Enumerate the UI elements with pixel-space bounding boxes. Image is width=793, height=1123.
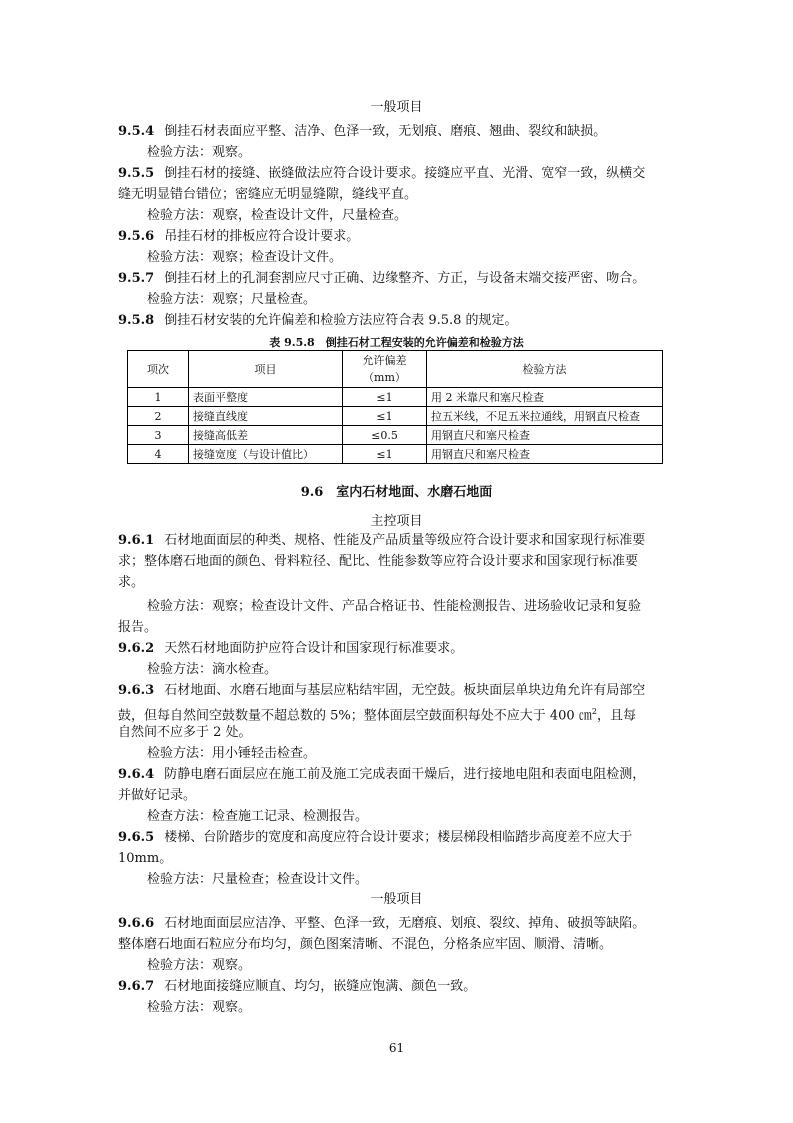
section-title: 9.6 室内石材地面、水磨石地面 bbox=[300, 485, 493, 500]
clause-9-6-7 bbox=[118, 976, 678, 997]
clause-number: 9.5.6 bbox=[118, 229, 155, 244]
clause-number: 9.6.5 bbox=[118, 830, 155, 845]
header-tolerance bbox=[343, 351, 427, 388]
page-number: 61 bbox=[388, 1041, 405, 1055]
clause-9-5-4 bbox=[118, 121, 678, 142]
clause-text: 天然石材地面防护应符合设计和国家现行标准要求。 bbox=[164, 641, 464, 656]
row-index: 3 bbox=[128, 426, 189, 445]
clause-number: 9.5.4 bbox=[118, 124, 155, 139]
clause-number: 9.5.5 bbox=[118, 166, 155, 181]
inspection-method: 检验方法：观察；尺量检查。 bbox=[147, 292, 317, 307]
table-row bbox=[128, 445, 663, 464]
clause-number: 9.6.7 bbox=[118, 979, 155, 994]
clause-number: 9.6.3 bbox=[118, 683, 155, 698]
row-index: 1 bbox=[128, 388, 189, 407]
tolerance-table bbox=[127, 350, 663, 464]
header-tolerance-label: 允许偏差 bbox=[362, 354, 407, 367]
inspection-method-continued: 报告。 bbox=[118, 620, 158, 635]
clause-number: 9.5.8 bbox=[118, 313, 155, 328]
clause-text: 鼓，但每自然间空鼓数量不超总数的 5%；整体面层空鼓面积每处不应大于 400 ㎝ bbox=[118, 708, 592, 724]
main-control-heading: 主控项目 bbox=[370, 514, 423, 529]
row-index: 2 bbox=[128, 407, 189, 426]
row-tolerance: ≤1 bbox=[343, 407, 427, 426]
clause-9-6-5 bbox=[118, 827, 678, 848]
header-tolerance-unit: （mm） bbox=[363, 371, 406, 384]
row-method: 用钢直尺和塞尺检查 bbox=[427, 426, 663, 445]
inspection-method: 检验方法：尺量检查；检查设计文件。 bbox=[147, 872, 369, 887]
general-items-heading: 一般项目 bbox=[370, 100, 423, 115]
clause-text-continued: 整体磨石地面石粒应分布均匀，颜色图案清晰、不混色，分格条应牢固、顺滑、清晰。 bbox=[118, 937, 613, 952]
general-items-heading: 一般项目 bbox=[370, 892, 423, 907]
inspection-method: 检验方法：观察，检查设计文件，尺量检查。 bbox=[147, 208, 408, 223]
clause-text: 倒挂石材的接缝、嵌缝做法应符合设计要求。接缝应平直、光滑、宽窄一致，纵横交 bbox=[164, 166, 646, 181]
clause-9-6-6 bbox=[118, 913, 678, 934]
clause-text: 石材地面面层的种类、规格、性能及产品质量等级应符合设计要求和国家现行标准要 bbox=[164, 533, 646, 548]
clause-text: 防静电磨石面层应在施工前及施工完成表面干燥后，进行接地电阻和表面电阻检测， bbox=[164, 767, 646, 782]
row-method: 用钢直尺和塞尺检查 bbox=[427, 445, 663, 464]
clause-text: 石材地面、水磨石地面与基层应粘结牢固，无空鼓。板块面层单块边角允许有局部空 bbox=[164, 683, 646, 698]
row-tolerance: ≤1 bbox=[343, 445, 427, 464]
clause-text-continued: 缝无明显错台错位；密缝应无明显缝隙，缝线平直。 bbox=[118, 187, 418, 202]
clause-text-continued: 求；整体磨石地面的颜色、骨料粒径、配比、性能参数等应符合设计要求和国家现行标准要 bbox=[118, 554, 639, 569]
inspection-method: 检验方法：用小锤轻击检查。 bbox=[147, 746, 317, 761]
table-header-row bbox=[128, 351, 663, 388]
inspection-method: 检查方法：检查施工记录、检测报告。 bbox=[147, 809, 369, 824]
row-item: 接缝宽度（与设计值比） bbox=[189, 445, 343, 464]
clause-number: 9.6.6 bbox=[118, 916, 155, 931]
table-row bbox=[128, 426, 663, 445]
clause-text-continued: 求。 bbox=[118, 575, 145, 590]
row-method: 拉五米线，不足五米拉通线，用钢直尺检查 bbox=[427, 407, 663, 426]
clause-9-5-5 bbox=[118, 163, 678, 184]
clause-9-6-4 bbox=[118, 764, 678, 785]
clause-text: 石材地面接缝应顺直、均匀，嵌缝应饱满、颜色一致。 bbox=[164, 979, 477, 994]
clause-text: 楼梯、台阶踏步的宽度和高度应符合设计要求；楼层梯段相临踏步高度差不应大于 bbox=[164, 830, 633, 845]
superscript: 2 bbox=[591, 707, 597, 716]
clause-text-continued: 并做好记录。 bbox=[118, 788, 197, 803]
inspection-method: 检验方法：观察。 bbox=[147, 145, 252, 160]
clause-number: 9.6.1 bbox=[118, 533, 155, 548]
row-method: 用 2 米靠尺和塞尺检查 bbox=[427, 388, 663, 407]
table-row bbox=[128, 388, 663, 407]
clause-text-continued: 10mm。 bbox=[118, 851, 173, 866]
row-tolerance: ≤0.5 bbox=[343, 426, 427, 445]
row-item: 表面平整度 bbox=[189, 388, 343, 407]
header-item: 项目 bbox=[189, 351, 343, 388]
row-item: 接缝直线度 bbox=[189, 407, 343, 426]
inspection-method: 检验方法：观察；检查设计文件。 bbox=[147, 250, 343, 265]
inspection-method: 检验方法：观察。 bbox=[147, 958, 252, 973]
header-method: 检验方法 bbox=[427, 351, 663, 388]
clause-text: 倒挂石材上的孔洞套割应尺寸正确、边缘整齐、方正，与设备末端交接严密、吻合。 bbox=[164, 271, 646, 286]
clause-number: 9.6.2 bbox=[118, 641, 155, 656]
inspection-method: 检验方法：滴水检查。 bbox=[147, 662, 278, 677]
clause-9-6-1 bbox=[118, 530, 678, 551]
clause-number: 9.6.4 bbox=[118, 767, 155, 782]
clause-9-5-6 bbox=[118, 226, 678, 247]
clause-9-6-3 bbox=[118, 680, 678, 701]
clause-text: ，且每 bbox=[596, 708, 636, 724]
row-tolerance: ≤1 bbox=[343, 388, 427, 407]
row-index: 4 bbox=[128, 445, 189, 464]
clause-text: 倒挂石材安装的允许偏差和检验方法应符合表 9.5.8 的规定。 bbox=[164, 313, 518, 328]
clause-text: 吊挂石材的排板应符合设计要求。 bbox=[164, 229, 360, 244]
clause-number: 9.5.7 bbox=[118, 271, 155, 286]
inspection-method: 检验方法：观察；检查设计文件、产品合格证书、性能检测报告、进场验收记录和复验 bbox=[147, 599, 642, 614]
header-index: 项次 bbox=[128, 351, 189, 388]
clause-9-5-7 bbox=[118, 268, 678, 289]
row-item: 接缝高低差 bbox=[189, 426, 343, 445]
table-caption: 表 9.5.8 倒挂石材工程安装的允许偏差和检验方法 bbox=[269, 336, 524, 349]
clause-9-5-8 bbox=[118, 310, 678, 331]
clause-text-continued: 自然间不应多于 2 处。 bbox=[118, 725, 252, 740]
clause-9-6-2 bbox=[118, 638, 678, 659]
inspection-method: 检验方法：观察。 bbox=[147, 1000, 252, 1015]
clause-text: 石材地面面层应洁净、平整、色泽一致，无磨痕、划痕、裂纹、掉角、破损等缺陷。 bbox=[164, 916, 646, 931]
table-row bbox=[128, 407, 663, 426]
clause-text: 倒挂石材表面应平整、洁净、色泽一致，无划痕、磨痕、翘曲、裂纹和缺损。 bbox=[164, 124, 607, 139]
